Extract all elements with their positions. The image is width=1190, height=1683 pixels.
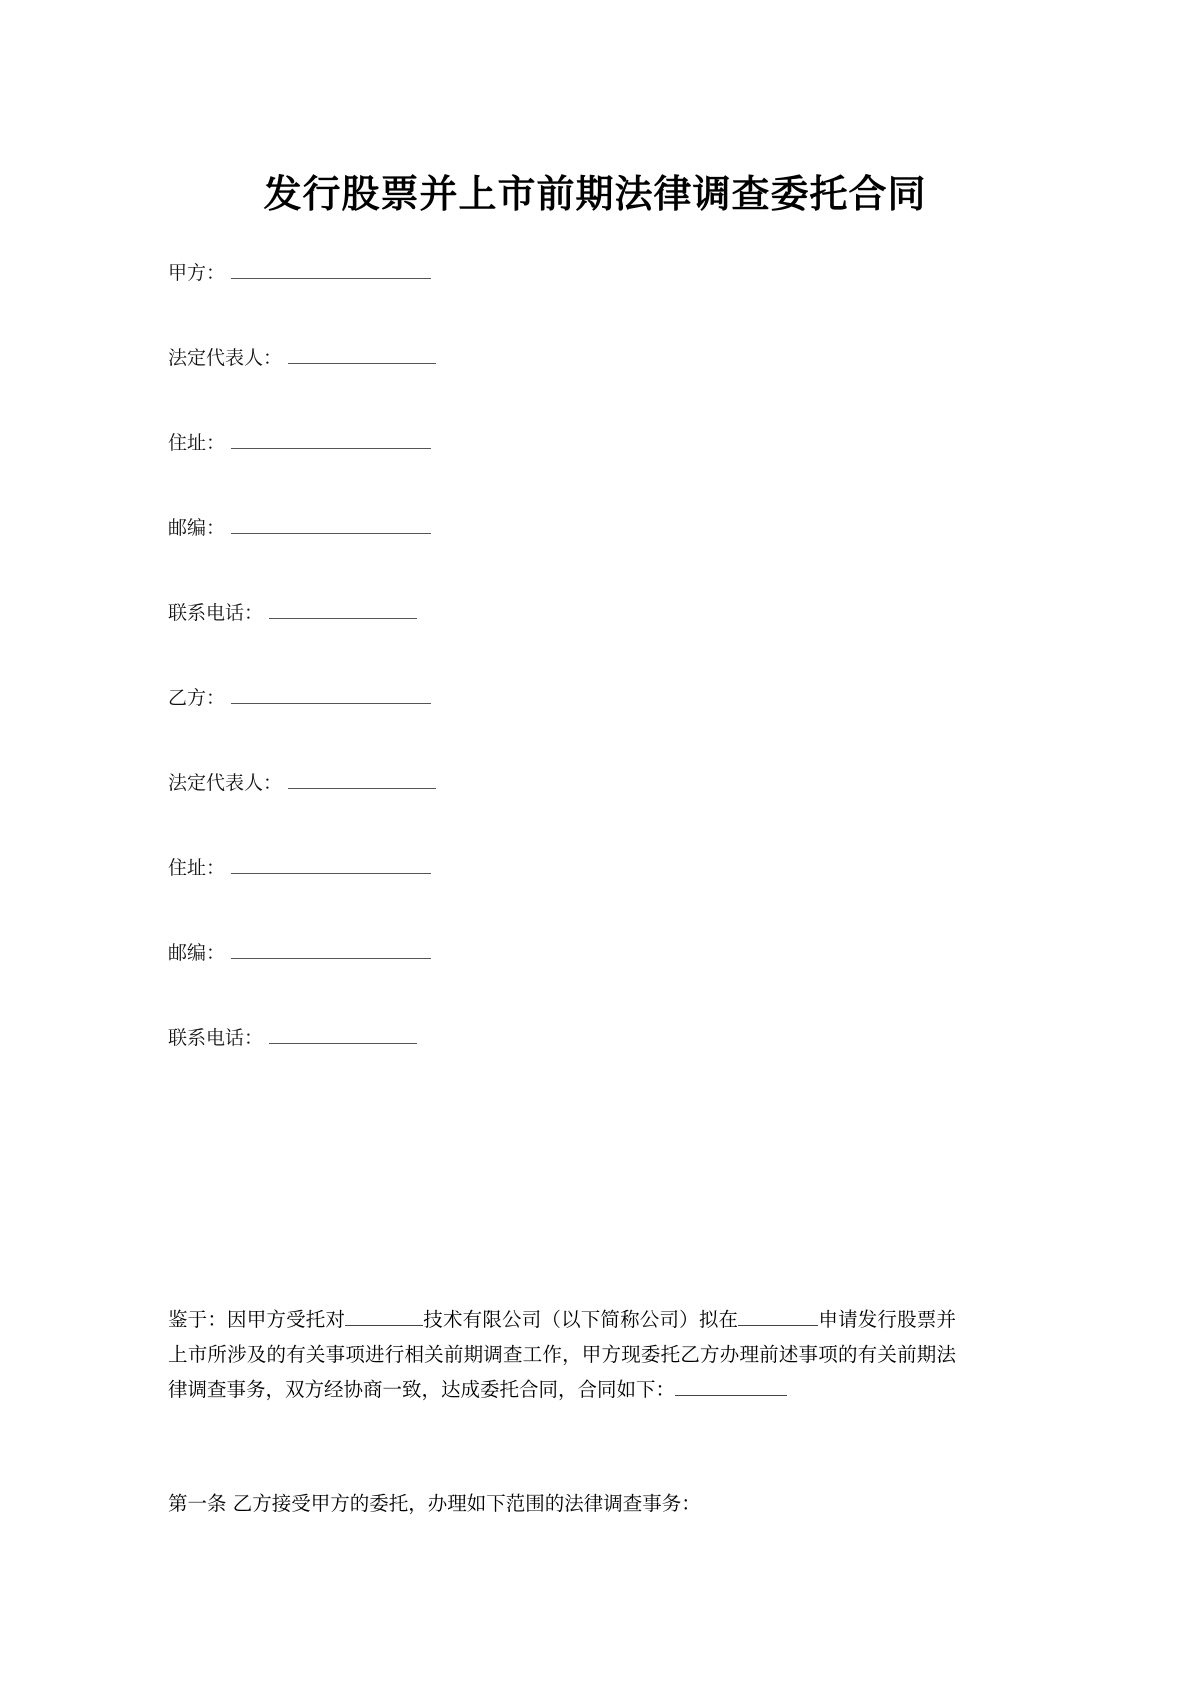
- recital-segment-2: 技术有限公司（以下简称公司）拟在: [423, 1307, 739, 1331]
- recital-blank-company[interactable]: [345, 1312, 423, 1326]
- recital-blank-venue[interactable]: [738, 1312, 818, 1326]
- field-row-party-b-legal-rep: [168, 772, 1028, 794]
- clause-one-text: 第一条 乙方接受甲方的委托，办理如下范围的法律调查事务：: [168, 1492, 701, 1515]
- field-blank-party-b-name[interactable]: [231, 689, 431, 704]
- field-blank-party-b-legal-rep[interactable]: [288, 774, 436, 789]
- field-label-party-a-postcode: 邮编：: [168, 517, 226, 539]
- field-row-party-a-legal-rep: [168, 347, 1028, 369]
- field-blank-party-b-phone[interactable]: [269, 1029, 417, 1044]
- recital-segment-3: 申请发行股票并上市所涉及的有关事项进行相关前期调查工作，甲方现委托乙方办理前述事项的有关前期法律调查事务，双方经协商一致，达成委托合同，合同如下：: [168, 1307, 956, 1401]
- field-label-party-b-address: 住址：: [168, 857, 226, 879]
- field-label-party-a-phone: 联系电话：: [168, 602, 264, 624]
- field-row-party-a-phone: [168, 602, 1028, 624]
- field-row-party-a-name: [168, 262, 1028, 284]
- field-label-party-b-phone: 联系电话：: [168, 1027, 264, 1049]
- page-title: 发行股票并上市前期法律调查委托合同: [263, 172, 927, 217]
- field-label-party-b-legal-rep: 法定代表人：: [168, 772, 283, 794]
- field-label-party-a-legal-rep: 法定代表人：: [168, 347, 283, 369]
- party-fields-section: [168, 262, 1028, 1049]
- field-blank-party-a-address[interactable]: [231, 434, 431, 449]
- field-label-party-b-name: 乙方：: [168, 687, 226, 709]
- field-row-party-a-address: [168, 432, 1028, 454]
- recital-blank-trailing[interactable]: [675, 1382, 787, 1396]
- field-row-party-b-phone: [168, 1027, 1028, 1049]
- field-row-party-b-address: [168, 857, 1028, 879]
- field-blank-party-a-postcode[interactable]: [231, 519, 431, 534]
- field-row-party-b-postcode: [168, 942, 1028, 964]
- field-blank-party-a-name[interactable]: [231, 264, 431, 279]
- field-blank-party-a-legal-rep[interactable]: [288, 349, 436, 364]
- recital-segment-1: 鉴于：因甲方受托对: [168, 1307, 346, 1331]
- field-row-party-b-name: [168, 687, 1028, 709]
- field-row-party-a-postcode: [168, 517, 1028, 539]
- recital-paragraph: [168, 1302, 956, 1407]
- field-blank-party-b-address[interactable]: [231, 859, 431, 874]
- field-label-party-b-postcode: 邮编：: [168, 942, 226, 964]
- field-blank-party-b-postcode[interactable]: [231, 944, 431, 959]
- field-blank-party-a-phone[interactable]: [269, 604, 417, 619]
- field-label-party-a-name: 甲方：: [168, 262, 226, 284]
- field-label-party-a-address: 住址：: [168, 432, 226, 454]
